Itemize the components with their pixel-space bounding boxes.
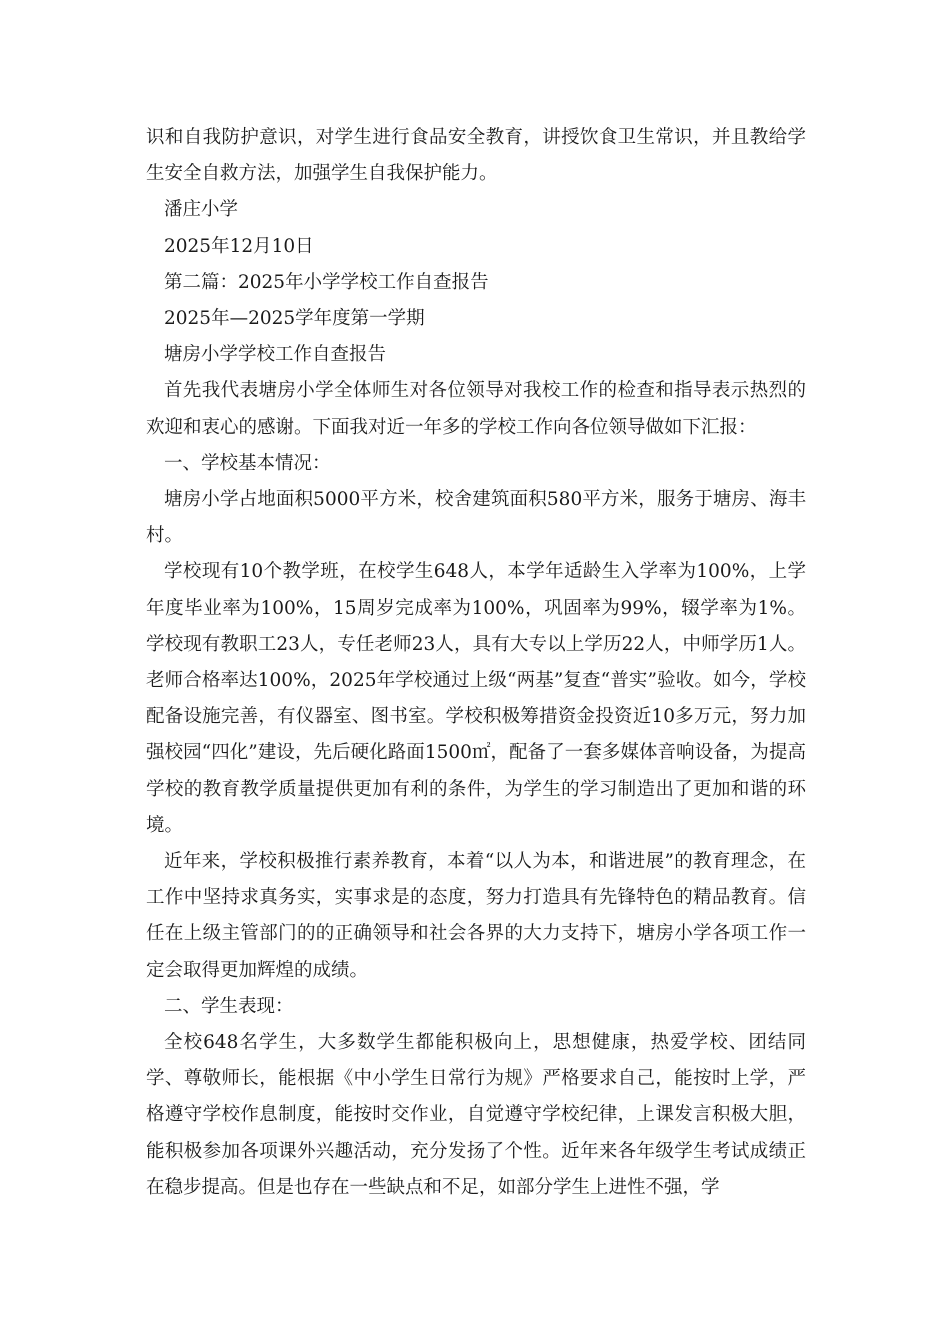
paragraph: 全校648名学生，大多数学生都能积极向上，思想健康，热爱学校、团结同学、尊敬师长，能根据《中小学生日常行为规》严格要求自己，能按时上学，严格遵守学校作息制度，能按时交作业，自觉遵守学校纪律，上课发言积极大胆，能积极参加各项课外兴趣活动，充分发扬了个性。近年来各年级学生考试成绩正在稳步提高。但是也存在一些缺点和不足，如部分学生上进性不强，学 (146, 1032, 806, 1198)
section-title: 第二篇：2025年小学学校工作自查报告 (164, 271, 489, 293)
section-heading: 一、学校基本情况： (164, 452, 331, 474)
paragraph: 首先我代表塘房小学全体师生对各位领导对我校工作的检查和指导表示热烈的欢迎和衷心的感谢。下面我对近一年多的学校工作向各位领导做如下汇报： (146, 380, 806, 438)
term-heading: 2025年—2025学年度第一学期 (164, 308, 425, 330)
section-heading: 二、学生表现： (164, 995, 294, 1017)
paragraph: 识和自我防护意识，对学生进行食品安全教育，讲授饮食卫生常识，并且教给学生安全自救方法，加强学生自我保护能力。 (146, 127, 806, 185)
paragraph: 近年来，学校积极推行素养教育，本着“以人为本，和谐进展”的教育理念，在工作中坚持求真务实，实事求是的态度，努力打造具有先锋特色的精品教育。信任在上级主管部门的的正确领导和社会各界的大力支持下，塘房小学各项工作一定会取得更加辉煌的成绩。 (146, 851, 806, 981)
paragraph: 学校现有10个教学班，在校学生648人，本学年适龄生入学率为100%，上学年度毕业率为100%，15周岁完成率为100%，巩固率为99%，辍学率为1%。学校现有教职工23人，专任老师23人，具有大专以上学历22人，中师学历1人。老师合格率达100%，2025年学校通过上级“两基”复查“普实”验收。如今，学校配备设施完善，有仪器室、图书室。学校积极筹措资金投资近10多万元，努力加强校园“四化”建设，先后硬化路面1500㎡，配备了一套多媒体音响设备，为提高学校的教育教学质量提供更加有利的条件，为学生的学习制造出了更加和谐的环境。 (146, 561, 806, 836)
document-body (146, 120, 806, 1206)
school-signature: 潘庄小学 (164, 199, 239, 221)
signature-date: 2025年12月10日 (164, 235, 314, 257)
report-title: 塘房小学学校工作自查报告 (164, 344, 387, 366)
paragraph: 塘房小学占地面积5000平方米，校舍建筑面积580平方米，服务于塘房、海丰村。 (146, 489, 806, 547)
